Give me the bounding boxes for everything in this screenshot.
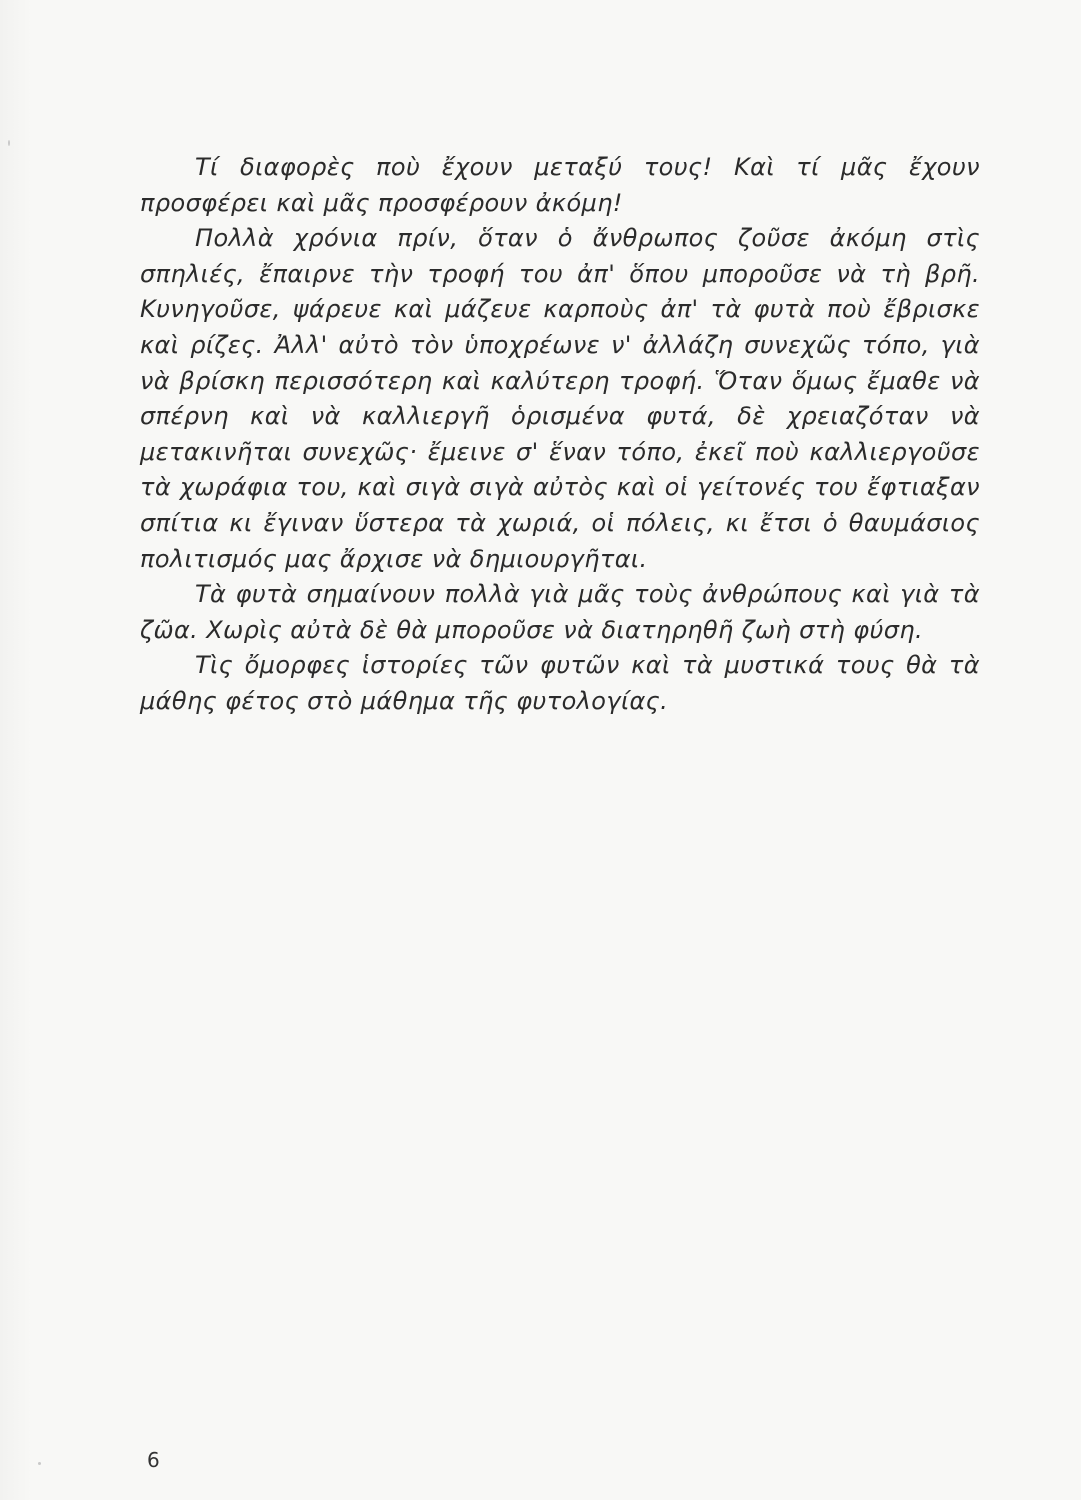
body-text (140, 150, 980, 720)
paragraph-intro: Τί διαφορὲς ποὺ ἔχουν μεταξύ τους! Καὶ τί μᾶς ἔχουν προσφέρει καὶ μᾶς προσφέρουν ἀκόμη! (140, 153, 980, 217)
paragraph-closing: Τὶς ὄμορφες ἱστορίες τῶν φυτῶν καὶ τὰ μυστικά τους θὰ τὰ μάθης φέτος στὸ μάθημα τῆς φυτολογίας. (140, 651, 980, 715)
page-number: 6 (147, 1448, 160, 1472)
paragraph-history: Πολλὰ χρόνια πρίν, ὅταν ὁ ἄνθρωπος ζοῦσε ἀκόμη στὶς σπηλιές, ἔπαιρνε τὴν τροφή του ἀπ' ὅπου μποροῦσε νὰ τὴ βρῆ. Κυνηγοῦσε, ψάρευε καὶ μάζευε καρποὺς ἀπ' τὰ φυτὰ ποὺ ἔβρισκε καὶ ρίζες. Ἀλλ' αὐτὸ τὸν ὑποχρέωνε ν' ἀλλάζη συνεχῶς τόπο, γιὰ νὰ βρίσκη περισσότερη καὶ καλύτερη τροφή. Ὅταν ὅμως ἔμαθε νὰ σπέρνη καὶ νὰ καλλιεργῆ ὁρισμένα φυτά, δὲ χρειαζόταν νὰ μετακινῆται συνεχῶς· ἔμεινε σ' ἕναν τόπο, ἐκεῖ ποὺ καλλιεργοῦσε τὰ χωράφια του, καὶ σιγὰ σιγὰ αὐτὸς καὶ οἱ γείτονές του ἔφτιαξαν σπίτια κι ἔγιναν ὕστερα τὰ χωριά, οἱ πόλεις, κι ἔτσι ὁ θαυμάσιος πολιτισμός μας ἄρχισε νὰ δημιουργῆται. (140, 224, 980, 573)
page-speck (8, 140, 10, 146)
page-speck (38, 1462, 41, 1465)
paragraph-importance: Τὰ φυτὰ σημαίνουν πολλὰ γιὰ μᾶς τοὺς ἀνθρώπους καὶ γιὰ τὰ ζῶα. Χωρὶς αὐτὰ δὲ θὰ μποροῦσε νὰ διατηρηθῆ ζωὴ στὴ φύση. (140, 580, 980, 644)
